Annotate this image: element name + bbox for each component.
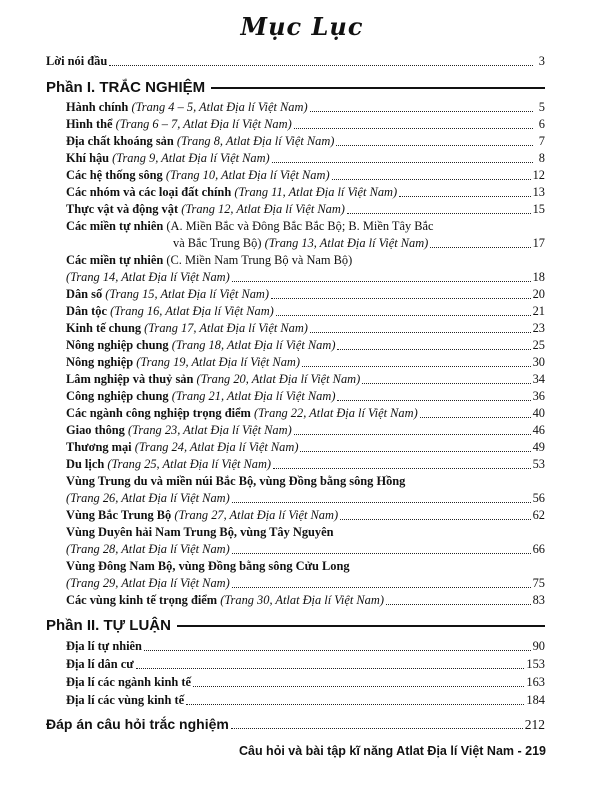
entry-page: 8 [538,151,545,165]
entry-page: 25 [532,338,545,352]
entry-ref: (Trang 8, Atlat Địa lí Việt Nam) [176,134,335,148]
entry-page: 163 [526,675,545,689]
part2-title: Phần II. TỰ LUẬN [46,616,171,634]
entry-ref: (Trang 28, Atlat Địa lí Việt Nam) [66,542,230,556]
entry-label: Địa lí các ngành kinh tế [66,675,191,689]
page-title: Mục Lục [240,12,364,41]
entry-ref: (Trang 15, Atlat Địa lí Việt Nam) [105,287,269,301]
entry-page: 153 [526,657,545,671]
leader-dots [271,298,531,299]
entry-page: 20 [532,287,545,301]
toc-entry[interactable] [0,150,604,167]
leader-dots [193,686,524,687]
toc-entry-region[interactable] [0,558,604,575]
entry-ref: (Trang 17, Atlat Địa lí Việt Nam) [144,321,308,335]
leader-dots [273,468,531,469]
entry-subtitle: (A. Miền Bắc và Đông Bắc Bắc Bộ; B. Miền Tây Bắc [166,219,434,233]
entry-page: 66 [532,542,545,556]
toc-entry[interactable] [0,354,604,371]
entry-ref: (Trang 6 – 7, Atlat Địa lí Việt Nam) [115,117,292,131]
toc-entry[interactable] [0,507,604,524]
entry-ref: (Trang 12, Atlat Địa lí Việt Nam) [181,202,345,216]
leader-dots [186,704,524,705]
entry-label: Thương mại [66,440,132,454]
entry-page: 49 [532,440,545,454]
entry-ref: (Trang 26, Atlat Địa lí Việt Nam) [66,491,230,505]
entry-ref: (Trang 25, Atlat Địa lí Việt Nam) [107,457,272,471]
section-rule [211,87,545,89]
part1-heading [46,77,545,97]
toc-entry[interactable] [0,656,604,673]
entry-label: Địa lí các vùng kinh tế [66,693,185,707]
entry-label: Các miền tự nhiên [66,253,164,267]
toc-entry-answers[interactable] [0,714,604,734]
entry-label: Hình thể [66,117,113,131]
entry-ref: (Trang 10, Atlat Địa lí Việt Nam) [165,168,330,182]
entry-page: 40 [532,406,545,420]
entry-page: 53 [532,457,545,471]
toc-entry[interactable] [0,320,604,337]
leader-dots [332,179,531,180]
leader-dots [294,128,533,129]
entry-label: Vùng Duyên hải Nam Trung Bộ, vùng Tây Nguyên [66,525,334,539]
toc-entry-intro[interactable] [0,53,604,70]
entry-ref: (Trang 18, Atlat Địa lí Việt Nam) [171,338,336,352]
leader-dots [386,604,531,605]
entry-page: 46 [532,423,545,437]
section-rule [177,625,545,627]
entry-page: 83 [532,593,545,607]
toc-entry[interactable] [0,337,604,354]
entry-ref: (Trang 21, Atlat Địa lí Việt Nam) [171,389,336,403]
toc-entry[interactable] [0,133,604,150]
leader-dots [336,145,533,146]
entry-page: 184 [526,693,545,707]
entry-label: Vùng Bắc Trung Bộ [66,508,172,522]
toc-entry[interactable] [0,388,604,405]
entry-label: Lâm nghiệp và thuỷ sản [66,372,194,386]
toc-entry-mien-c-cont[interactable] [0,269,604,286]
entry-label: Công nghiệp chung [66,389,169,403]
toc-entry[interactable] [0,638,604,655]
entry-page: 3 [538,54,545,68]
entry-page: 17 [532,236,545,250]
leader-dots [272,162,533,163]
toc-entry-mien-c[interactable] [0,252,604,269]
toc-entry-mien-ab-cont[interactable] [0,235,604,252]
entry-page: 18 [532,270,545,284]
entry-page: 36 [532,389,545,403]
entry-label: Hành chính [66,100,129,114]
entry-label: Dân số [66,287,103,301]
toc-entry[interactable] [0,692,604,709]
toc-entry-mien-ab[interactable] [0,218,604,235]
toc-entry[interactable] [0,456,604,473]
entry-page: 15 [532,202,545,216]
entry-label: Khí hậu [66,151,110,165]
leader-dots [430,247,530,248]
toc-entry[interactable] [0,371,604,388]
entry-ref: (Trang 19, Atlat Địa lí Việt Nam) [136,355,300,369]
leader-dots [231,728,523,729]
toc-entry[interactable] [0,99,604,116]
entry-ref: (Trang 9, Atlat Địa lí Việt Nam) [112,151,270,165]
entry-ref: (Trang 29, Atlat Địa lí Việt Nam) [66,576,230,590]
toc-entry-region[interactable] [0,524,604,541]
leader-dots [294,434,531,435]
toc-entry[interactable] [0,439,604,456]
leader-dots [109,65,533,66]
leader-dots [420,417,531,418]
entry-label: Thực vật và động vật [66,202,179,216]
toc-entry-region-cont[interactable] [0,575,604,592]
entry-label: Vùng Trung du và miền núi Bắc Bộ, vùng Đồng bằng sông Hồng [66,474,406,488]
leader-dots [300,451,530,452]
toc-entry[interactable] [0,167,604,184]
leader-dots [276,315,531,316]
entry-page: 5 [538,100,545,114]
entry-page: 56 [532,491,545,505]
entry-page: 62 [532,508,545,522]
entry-page: 7 [538,134,545,148]
entry-label: Các hệ thống sông [66,168,163,182]
entry-ref: (Trang 23, Atlat Địa lí Việt Nam) [127,423,292,437]
entry-ref: (Trang 16, Atlat Địa lí Việt Nam) [110,304,274,318]
entry-ref: (Trang 24, Atlat Địa lí Việt Nam) [134,440,299,454]
entry-ref: (Trang 4 – 5, Atlat Địa lí Việt Nam) [131,100,308,114]
entry-label: Lời nói đầu [46,54,108,68]
entry-ref: (Trang 14, Atlat Địa lí Việt Nam) [66,270,230,284]
entry-page: 21 [532,304,545,318]
entry-ref: (Trang 22, Atlat Địa lí Việt Nam) [253,406,418,420]
leader-dots [310,332,531,333]
entry-page: 13 [532,185,545,199]
entry-label: Các vùng kinh tế trọng điểm [66,593,218,607]
leader-dots [340,519,531,520]
entry-label: Kinh tế chung [66,321,142,335]
toc-entry[interactable] [0,422,604,439]
entry-label: Địa chất khoáng sản [66,134,174,148]
entry-label: Giao thông [66,423,125,437]
leader-dots [232,553,531,554]
leader-dots [144,650,531,651]
page-footer: Câu hỏi và bài tập kĩ năng Atlat Địa lí Việt Nam - 219 [238,744,546,758]
entry-label: Các miền tự nhiên [66,219,164,233]
toc-entry[interactable] [0,405,604,422]
entry-page: 212 [524,717,545,732]
entry-page: 75 [532,576,545,590]
entry-label: Dân tộc [66,304,107,318]
entry-label: Nông nghiệp chung [66,338,169,352]
entry-page: 23 [532,321,545,335]
entry-label: Du lịch [66,457,105,471]
entry-label: Đáp án câu hỏi trắc nghiệm [46,716,229,732]
toc-entry[interactable] [0,184,604,201]
toc-entry[interactable] [0,592,604,609]
entry-label: Nông nghiệp [66,355,134,369]
part1-title: Phần I. TRẮC NGHIỆM [46,78,206,96]
leader-dots [399,196,530,197]
toc-entry[interactable] [0,303,604,320]
entry-page: 34 [532,372,545,386]
toc-entry-region-cont[interactable] [0,541,604,558]
leader-dots [232,281,531,282]
entry-subtitle: và Bắc Trung Bộ) [173,236,262,250]
leader-dots [310,111,533,112]
entry-label: Các nhóm và các loại đất chính [66,185,232,199]
entry-label: Địa lí tự nhiên [66,639,142,653]
toc-entry[interactable] [0,674,604,691]
leader-dots [302,366,531,367]
toc-entry[interactable] [0,116,604,133]
toc-entry[interactable] [0,201,604,218]
entry-label: Các ngành công nghiệp trọng điểm [66,406,251,420]
entry-ref: (Trang 20, Atlat Địa lí Việt Nam) [196,372,361,386]
entry-ref: (Trang 13, Atlat Địa lí Việt Nam) [264,236,429,250]
toc-entry[interactable] [0,286,604,303]
entry-label: Địa lí dân cư [66,657,134,671]
entry-page: 90 [532,639,545,653]
leader-dots [232,587,531,588]
entry-page: 30 [532,355,545,369]
part2-heading [46,615,545,635]
leader-dots [337,349,530,350]
toc-entry-region-cont[interactable] [0,490,604,507]
entry-page: 12 [532,168,545,182]
entry-ref: (Trang 30, Atlat Địa lí Việt Nam) [220,593,384,607]
leader-dots [232,502,531,503]
entry-ref: (Trang 27, Atlat Địa lí Việt Nam) [174,508,339,522]
leader-dots [362,383,530,384]
toc-entry-region[interactable] [0,473,604,490]
entry-label: Vùng Đông Nam Bộ, vùng Đồng bằng sông Cửu Long [66,559,350,573]
entry-ref: (Trang 11, Atlat Địa lí Việt Nam) [234,185,398,199]
leader-dots [136,668,525,669]
leader-dots [347,213,531,214]
entry-page: 6 [538,117,545,131]
leader-dots [337,400,530,401]
entry-subtitle: (C. Miền Nam Trung Bộ và Nam Bộ) [166,253,353,267]
